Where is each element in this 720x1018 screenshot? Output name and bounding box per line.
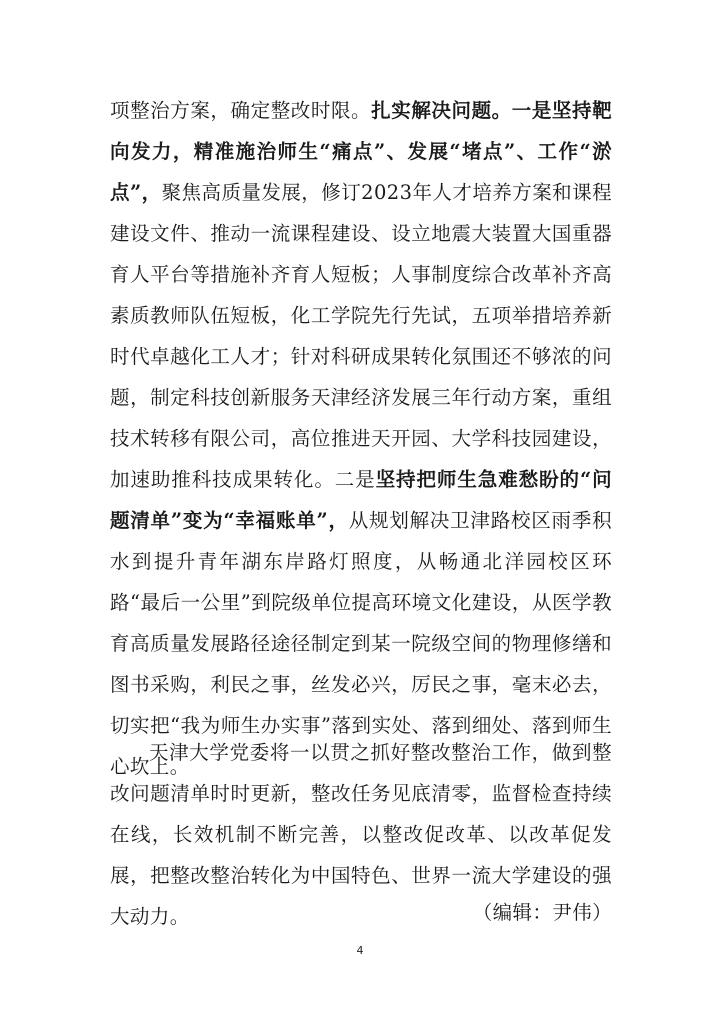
page-number: 4 [356, 944, 364, 957]
editor-credit: （编辑：尹伟） [472, 901, 612, 924]
paragraph-1 [110, 90, 612, 787]
paragraph-1-plain-start: 项整治方案，确定整改时限。 [110, 99, 372, 122]
paragraph-1-plain-middle: 聚焦高质量发展，修订2023年人才培养方案和课程建设文件、推动一流课程建设、设立地震大装置大国重器育人平台等措施补齐育人短板；人事制度综合改革补齐高素质教师队伍短板，化工学院先行先试，五项举措培养新时代卓越化工人才；针对科研成果转化氛围还不够浓的问题，制定科技创新服务天津经济发展三年行动方案，重组技术转移有限公司，高位推进天开园、大学科技园建设，加速助推科技成果转化。二是 [110, 181, 612, 491]
paragraph-1-bold-point-two: 坚持把师生急难愁盼的“问题清单”变为“幸福账单”， [110, 468, 612, 532]
paragraph-1-bold-point-one: 扎实解决问题。一是坚持靶向发力，精准施治师生“痛点”、发展“堵点”、工作“淤点”， [110, 99, 612, 204]
paragraph-1-plain-end: 从规划解决卫津路校区雨季积水到提升青年湖东岸路灯照度，从畅通北洋园校区环路“最后一公里”到院级单位提高环境文化建设，从医学教育高质量发展路径途径制定到某一院级空间的物理修缮和图书采购，利民之事，丝发必兴，厉民之事，毫末必去，切实把“我为师生办实事”落到实处、落到细处、落到师生心坎上。 [110, 509, 612, 778]
paragraph-2: 天津大学党委将一以贯之抓好整改整治工作，做到整改问题清单时时更新，整改任务见底清零，监督检查持续在线，长效机制不断完善，以整改促改革、以改革促发展，把整改整治转化为中国特色、世界一流大学建设的强大动力。 [110, 741, 612, 928]
